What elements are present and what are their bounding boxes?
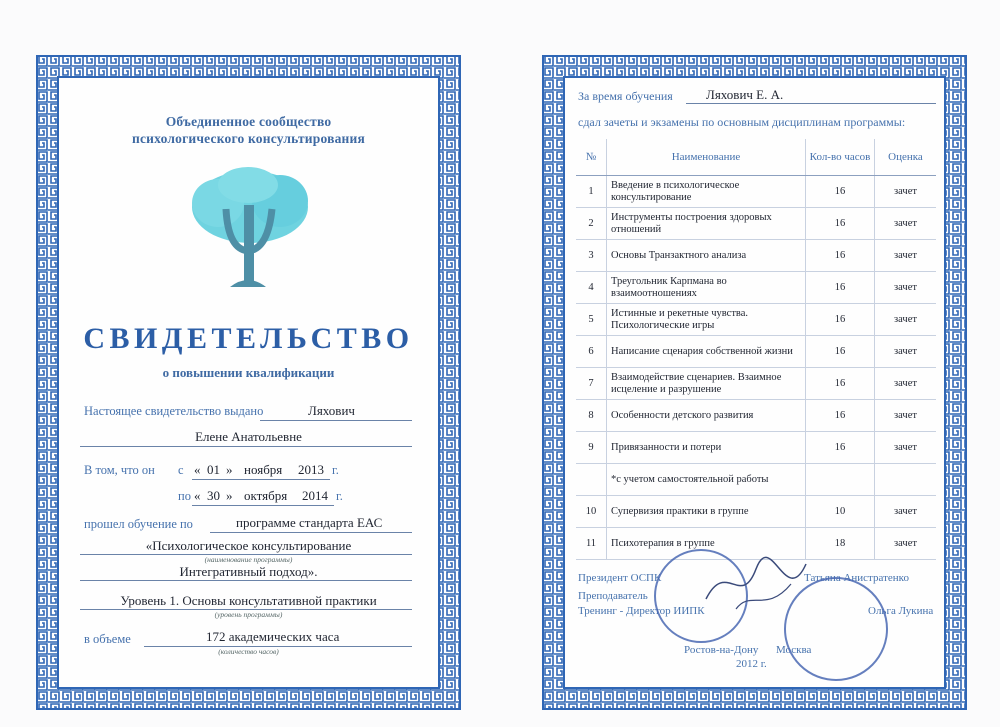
column-header: Кол-во часов: [806, 139, 875, 176]
city-secondary: Москва: [776, 644, 812, 656]
course-grade: зачет: [875, 400, 937, 432]
trainer-name: Ольга Лукина: [868, 605, 934, 617]
underline: [192, 505, 334, 506]
course-grade: зачет: [875, 208, 937, 240]
trainer-label: Тренинг - Директор ИИПК: [578, 605, 705, 617]
student-name: Ляхович Е. А.: [706, 87, 784, 102]
course-grade: зачет: [875, 528, 937, 560]
course-hours: 16: [806, 432, 875, 464]
row-number: 10: [576, 496, 607, 528]
close-quote: »: [226, 462, 233, 477]
program-name-line-1: «Психологическое консультирование: [145, 538, 352, 553]
table-header-row: [576, 139, 936, 176]
table-row: [576, 368, 936, 400]
course-name: Супервизия практики в группе: [607, 496, 806, 528]
city: Ростов-на-Дону: [684, 644, 759, 656]
row-number: 8: [576, 400, 607, 432]
year-suffix: г.: [336, 489, 343, 503]
table-row: [576, 432, 936, 464]
course-hours: 16: [806, 400, 875, 432]
to-month: октября: [244, 488, 288, 503]
course-name: Особенности детского развития: [607, 400, 806, 432]
exams-text: сдал зачеты и экзамены по основным дисциплинам программы:: [578, 115, 906, 129]
course-grade: зачет: [875, 432, 937, 464]
recipient-name: Елене Анатольевне: [195, 429, 302, 444]
certificate-front-page: [36, 55, 461, 710]
course-grade: зачет: [875, 240, 937, 272]
row-number: 7: [576, 368, 607, 400]
course-grade: зачет: [875, 368, 937, 400]
tree-psi-icon: [188, 165, 313, 305]
row-number: 9: [576, 432, 607, 464]
grades-table: [576, 139, 936, 560]
course-hours: 16: [806, 336, 875, 368]
to-label: по: [178, 489, 191, 503]
program-level-caption: (уровень программы): [214, 610, 283, 619]
underline: [260, 420, 412, 421]
table-row: [576, 240, 936, 272]
column-header: №: [576, 139, 607, 176]
program-hours: 172 академических часа: [206, 629, 340, 644]
row-number: 1: [576, 176, 607, 208]
underline: [686, 103, 936, 104]
trained-label: прошел обучение по: [84, 517, 193, 531]
course-name: Привязанности и потери: [607, 432, 806, 464]
organization-name: [60, 113, 437, 147]
course-name: *с учетом самостоятельной работы: [607, 464, 806, 496]
course-hours: 16: [806, 208, 875, 240]
underline: [210, 532, 412, 533]
table-row: [576, 176, 936, 208]
course-grade: зачет: [875, 272, 937, 304]
course-name: Психотерапия в группе: [607, 528, 806, 560]
signature: [696, 549, 816, 619]
from-year: 2013: [298, 462, 324, 477]
course-hours: 16: [806, 368, 875, 400]
table-row: [576, 208, 936, 240]
course-name: Написание сценария собственной жизни: [607, 336, 806, 368]
course-name: Треугольник Карпмана во взаимоотношениях: [607, 272, 806, 304]
course-name: Основы Транзактного анализа: [607, 240, 806, 272]
row-number: 3: [576, 240, 607, 272]
issue-year: 2012 г.: [736, 658, 767, 670]
president-label: Президент ОСПК: [578, 572, 662, 584]
program-name-line-2: Интегративный подход».: [179, 564, 318, 579]
column-header: Оценка: [875, 139, 937, 176]
course-name: Взаимодействие сценариев. Взаимное исцеление и разрушение: [607, 368, 806, 400]
certificate-title: СВИДЕТЕЛЬСТВО: [83, 322, 414, 355]
table-row: [576, 400, 936, 432]
to-day: 30: [207, 488, 220, 503]
table-row: [576, 272, 936, 304]
table-row: [576, 336, 936, 368]
during-label: За время обучения: [578, 89, 673, 103]
teacher-label: Преподаватель: [578, 590, 648, 602]
underline: [192, 479, 330, 480]
course-grade: зачет: [875, 336, 937, 368]
row-number: 5: [576, 304, 607, 336]
back-content: [566, 79, 943, 686]
row-number: 6: [576, 336, 607, 368]
course-grade: зачет: [875, 304, 937, 336]
from-day: 01: [207, 462, 220, 477]
front-content: [60, 79, 437, 686]
course-hours: 16: [806, 240, 875, 272]
period-label: В том, что он: [84, 463, 155, 477]
row-number: 4: [576, 272, 607, 304]
course-grade: зачет: [875, 496, 937, 528]
course-hours: 16: [806, 272, 875, 304]
from-month: ноября: [244, 462, 283, 477]
organization-line-1: Объединенное сообщество: [165, 114, 332, 129]
president-name: Татьяна Анистратенко: [804, 572, 909, 584]
course-name: Инструменты построения здоровых отношений: [607, 208, 806, 240]
organization-line-2: психологического консультирования: [131, 131, 365, 146]
program-name-caption: (наименование программы): [204, 555, 293, 564]
course-name: Истинные и рекетные чувства. Психологические игры: [607, 304, 806, 336]
open-quote: «: [194, 462, 201, 477]
certificate-back-page: [542, 55, 967, 710]
underline: [80, 580, 412, 581]
course-hours: 16: [806, 176, 875, 208]
column-header: Наименование: [607, 139, 806, 176]
course-grade: [875, 464, 937, 496]
recipient-surname: Ляхович: [308, 403, 355, 418]
program-level: Уровень 1. Основы консультативной практики: [120, 593, 377, 608]
to-year: 2014: [302, 488, 328, 503]
certificate-subtitle: о повышении квалификации: [162, 365, 335, 380]
row-number: 11: [576, 528, 607, 560]
underline: [80, 446, 412, 447]
table-row: [576, 464, 936, 496]
volume-label: в объеме: [84, 632, 131, 646]
course-hours: 10: [806, 496, 875, 528]
open-quote: «: [194, 488, 201, 503]
row-number: [576, 464, 607, 496]
course-hours: 16: [806, 304, 875, 336]
year-suffix: г.: [332, 463, 339, 477]
issued-label: Настоящее свидетельство выдано: [84, 404, 264, 418]
course-name: Введение в психологическое консультирование: [607, 176, 806, 208]
close-quote: »: [226, 488, 233, 503]
from-label: с: [178, 463, 184, 477]
course-grade: зачет: [875, 176, 937, 208]
course-hours: 18: [806, 528, 875, 560]
table-row: [576, 496, 936, 528]
course-hours: [806, 464, 875, 496]
program-hours-caption: (количество часов): [218, 647, 279, 656]
program-standard: программе стандарта ЕАС: [236, 515, 383, 530]
row-number: 2: [576, 208, 607, 240]
table-row: [576, 304, 936, 336]
